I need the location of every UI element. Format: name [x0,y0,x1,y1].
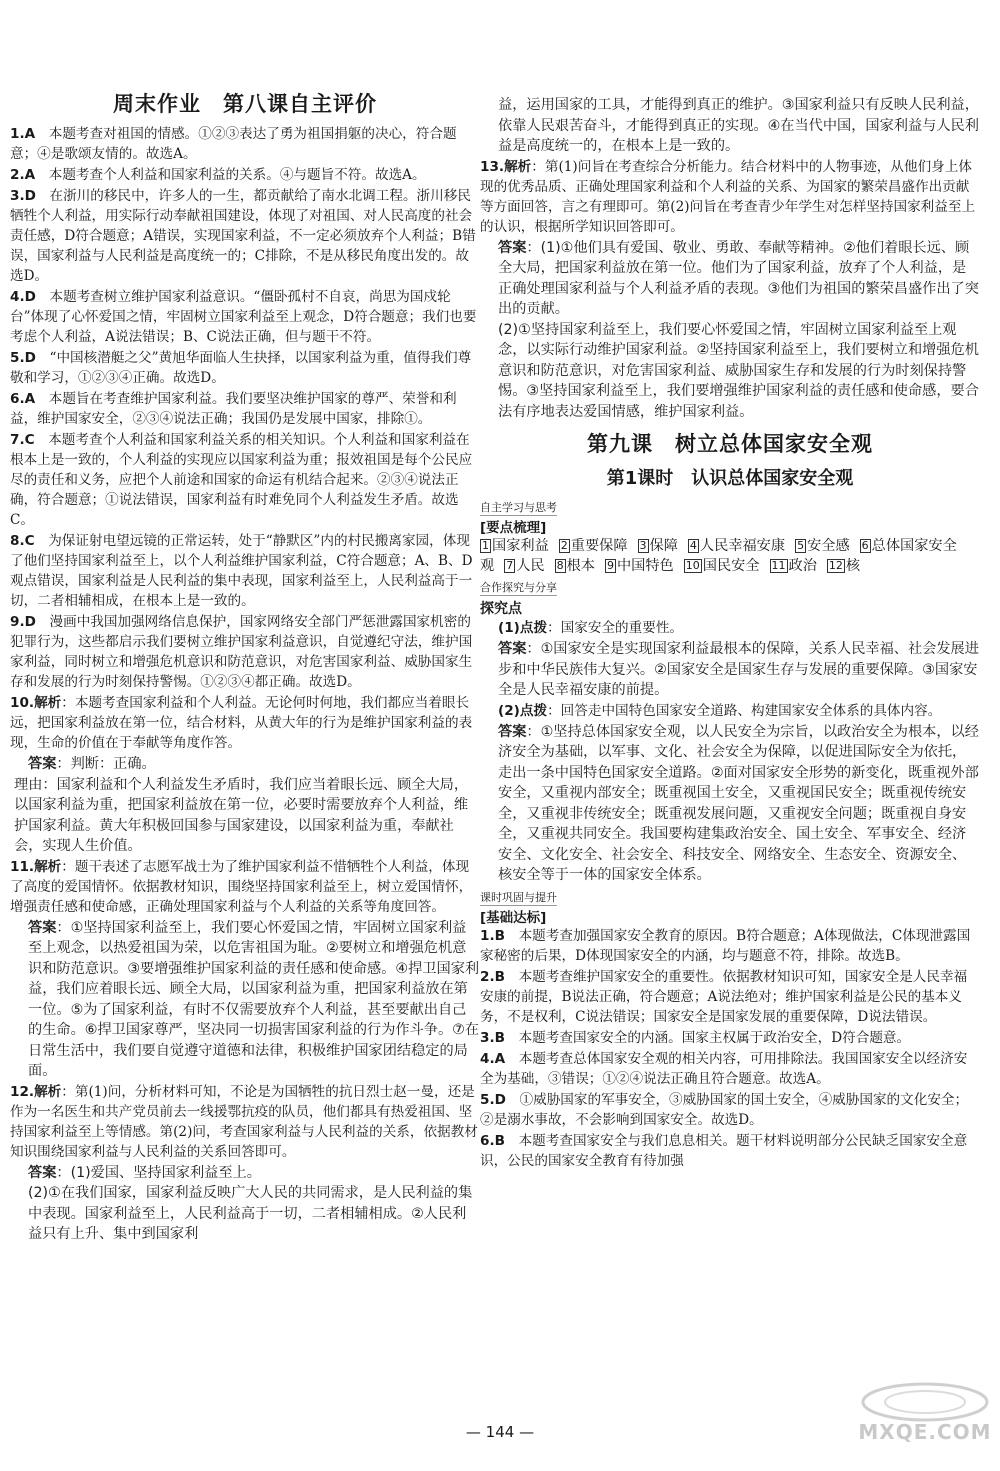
answer-item [10,186,480,286]
watermark-text: MXQE.COM [858,1420,992,1444]
analysis-text: ：第(1)问，分析材料可知，不论是为国牺牲的抗日烈士赵一曼，还是作为一名医生和共产党员前去一线援鄂抗疫的队员，他们都具有热爱祖国、坚持国家利益至上等情感。第(2)问，考查国家利益与人民利益的关系，依据教材知识围绕国家利益与人民利益的关系回答即可。 [10,1083,478,1160]
basic-heading: [基础达标] [480,909,547,926]
key-point-number: 7 [506,559,514,572]
key-point-number: 6 [861,539,869,552]
question-11 [10,857,480,917]
left-column [10,88,480,1245]
answer-item [480,967,980,1027]
answer-text: ：①坚持总体国家安全观，以人民安全为宗旨，以政治安全为根本，以经济安全为基础，以军事、文化、社会安全为保障，以促进国际安全为依托，走出一条中国特色国家安全道路。②面对国家安全形势的新变化，既重视外部安全，又重视内部安全；既重视国土安全，又重视国民安全；既重视传统安全，又重视非传统安全；既重视发展问题，又重视安全问题；既重视自身安全，又重视共同安全。我国要构建集政治安全、国土安全、军事安全、经济安全、文化安全、社会安全、科技安全、网络安全、生态安全、资源安全、核安全等于一体的国家安全体系。 [498,723,979,883]
answer-text: ：①坚持国家利益至上，我们要心怀爱国之情，牢固树立国家利益至上观念，以热爱祖国为荣，以危害祖国为耻。②要树立和增强危机意识和防范意识。③要增强维护国家利益的责任感和使命感。④捍卫国家利益，我们应着眼长远、顾全大局，以国家利益为重，把国家利益放在第一位。⑤为了国家利益，有时不仅需要放弃个人利益，甚至要献出自己的生命。⑥捍卫国家尊严，坚决同一切损害国家利益的行为作斗争。⑦在日常生活中，我们要自觉遵守道德和法律，积极维护国家团结稳定的局面。 [28,919,480,1079]
consolidate-heading: 课时巩固与提升 [480,890,557,904]
question-number: 13. [480,158,505,175]
item-number: 7.C [10,432,35,448]
hint-text: ：国家安全的重要性。 [547,620,684,636]
analysis-text: ：题干表述了志愿军战士为了维护国家利益不惜牺牲个人利益，体现了高度的爱国情怀。依据教材知识，围绕坚持国家利益至上，树立爱国情怀，增强责任感和使命感，正确处理国家利益与个人利益的关系等角度回答。 [10,858,473,915]
key-point [504,558,544,574]
answer-10 [10,754,480,775]
key-point [770,558,817,574]
key-point-text: 国民安全 [702,558,760,574]
key-point-number: 3 [639,539,647,552]
answer-item [10,124,480,164]
analysis-label: 解析 [34,1083,62,1100]
item-number: 2.A [10,167,36,183]
item-text: 本题考查维护国家安全的重要性。依据教材知识可知，国家安全是人民幸福安康的前提，B说法正确，符合题意；A说法绝对；维护国家利益是公民的基本义务，不是权利，C说法错误；国家安全是国家发展的重要保障，D说法错误。 [480,968,968,1025]
analysis-text: ：第(1)问旨在考查综合分析能力。结合材料中的人物事迹，从他们身上体现的优秀品质、正确处理国家利益和个人利益的关系、为国家的繁荣昌盛作出贡献等方面回答，言之有理即可。第(2)问旨在考查青少年学生对怎样坚持国家利益至上的认识，根据所学知识回答即可。 [480,158,976,235]
explore-heading: 探究点 [480,601,522,617]
answer-label: 答案 [28,919,57,936]
item-text: 本题考查个人利益和国家利益关系的相关知识。个人利益和国家利益在根本上是一致的，个人利益的实现应以国家利益为重；报效祖国是每个公民应尽的责任和义务，应把个人前途和国家的命运有机结合起来。②③④说法正确，符合题意；①说法错误，国家利益有时难免同个人利益发生矛盾。故选C。 [10,432,473,528]
explore-2-answer [480,722,980,886]
key-point [480,538,549,554]
right-answer-list [480,926,980,1171]
question-number: 12. [10,1083,35,1100]
item-number: 4.D [10,289,36,305]
right-column [480,95,980,1172]
item-text: 本题考查个人利益和国家利益的关系。④与题旨不符。故选A。 [35,167,426,183]
answer-12-part2: (2)①在我们国家，国家利益反映广大人民的共同需求，是人民利益的集中表现。国家利益至上，人民利益高于一切，二者相辅相成。②人民利益只有上升、集中到国家利 [28,1185,473,1242]
key-point-number: 2 [560,539,568,552]
watermark-logo [855,1380,995,1460]
key-point-number: 5 [797,539,805,552]
key-point [605,558,674,574]
question-12 [10,1082,480,1162]
key-point [559,538,628,554]
answer-item [10,531,480,611]
question-10 [10,693,480,753]
explore-1-hint [480,618,980,638]
analysis-label: 解析 [34,858,62,875]
analysis-text: ：本题考查国家利益和个人利益。无论何时何地，我们都应当着眼长远，把国家利益放在第一位，结合材料，从黄大年的行为是维护国家利益的表现，生命的价值在于奉献等角度作答。 [10,695,473,751]
answer-label: 答案 [28,756,57,772]
key-point-text: 人民 [516,558,545,574]
answer-item [10,430,480,530]
key-point [684,558,760,574]
item-number: 5.D [10,350,36,366]
key-points-list [480,536,980,576]
key-point-number: 1 [482,539,489,552]
key-point [638,538,678,554]
item-text: 本题考查总体国家安全观的相关内容，可用排除法。我国国家安全以经济安全为基础，③错误；①②④说法正确且符合题意。故选A。 [480,1050,968,1087]
item-number: 6.B [480,1132,505,1149]
key-point-number: 9 [606,559,614,572]
key-point-text: 根本 [566,558,595,574]
item-number: 3.B [480,1029,505,1046]
item-text: 本题考查加强国家安全教育的原因。B符合题意；A体现做法，C体现泄露国家秘密的后果，D体现国家安全的内涵，均与题意不符，排除。故选B。 [480,927,971,964]
key-point-text: 人民幸福安康 [699,538,786,554]
answer-text: ：判断：正确。 [56,756,156,772]
key-point-number: 8 [556,559,564,572]
answer-12 [10,1163,480,1184]
answer-text: ：①国家安全是实现国家利益最根本的保障，关系人民幸福、社会发展进步和中华民族伟大复兴。②国家安全是国家生存与发展的重要保障。③国家安全是人民幸福安康的前提。 [498,641,979,698]
answer-13 [480,238,980,320]
item-text: 本题考查国家安全的内涵。国家主权属于政治安全，D符合题意。 [504,1029,911,1046]
answer-item [480,1049,980,1089]
item-number: 5.D [480,1091,506,1108]
key-point-text: 核 [845,558,861,574]
analysis-label: 解析 [34,695,62,711]
question-number: 11. [10,858,35,875]
answer-item [480,1028,980,1048]
item-number: 6.A [10,391,36,407]
key-point-text: 保障 [649,538,678,554]
answer-text: ：(1)爱国、坚持国家利益至上。 [56,1164,261,1181]
key-point [688,538,785,554]
continued-answer: 益，运用国家的工具，才能得到真正的维护。③国家利益只有反映人民利益，依靠人民艰苦奋斗，才能得到真正的实现。④在当代中国，国家利益与人民利益是高度统一的，在根本上是一致的。 [498,97,979,154]
item-number: 3.D [10,188,36,204]
key-point-number: 11 [771,559,786,572]
key-point [555,558,595,574]
explore-1-answer [480,639,980,701]
item-number: 2.B [480,968,505,985]
question-number: 10. [10,695,35,711]
item-text: 本题旨在考查维护国家利益。我们要坚决维护国家的尊严、荣誉和利益，维护国家安全，②③④说法正确；我国仍是发展中国家，排除①。 [10,391,457,427]
item-number: 1.B [480,927,505,944]
hint-label: (2)点拨 [498,702,548,719]
hint-text: ：回答走中国特色国家安全道路、构建国家安全体系的具体内容。 [547,702,942,719]
self-study-heading: 自主学习与思考 [480,501,557,514]
item-text: 为保证射电望远镜的正常运转，处于“静默区”内的村民搬离家园，体现了他们坚持国家利益至上，以个人利益维护国家利益，C符合题意；A、B、D观点错误，国家利益是人民利益的集中表现，国家利益至上，人民利益高于一切，二者相辅相成，在根本上是一致的。 [10,533,473,609]
answer-item [10,389,480,429]
answer-item [10,348,480,388]
item-number: 9.D [10,614,36,630]
answer-item [480,1131,980,1171]
item-text: ①威胁国家的军事安全，③威胁国家的国土安全，④威胁国家的文化安全；②是溺水事故，不会影响到国家安全。故选D。 [480,1091,969,1128]
page-number: — 144 — [465,1423,535,1441]
key-point-text: 总体国家安全观 [480,538,957,574]
key-point-text: 安全感 [807,538,850,554]
item-number: 8.C [10,533,35,549]
item-text: 在浙川的移民中，许多人的一生，都贡献给了南水北调工程。浙川移民牺牲个人利益，用实际行动奉献祖国建设，体现了对祖国、对人民高度的社会责任感，D符合题意；A错误，实现国家利益，不一定必须放弃个人利益；B错误，国家利益与人民利益是高度统一的；C排除，不是从移民角度出发的。故选D。 [10,188,476,284]
key-point-text: 政治 [788,558,817,574]
key-point-number: 4 [689,539,697,552]
answer-item [10,165,480,185]
key-point [795,538,850,554]
question-13 [480,157,980,237]
left-answer-list [10,124,480,692]
answer-item [480,1090,980,1130]
answer-item [10,287,480,347]
answer-text: ：(1)①他们具有爱国、敬业、勇敢、奉献等精神。②他们着眼长远、顾全大局，把国家利益放在第一位。他们为了国家利益，放弃了个人利益，是正确处理国家利益与个人利益矛盾的表现。③他们为祖国的繁荣昌盛作出了突出的贡献。 [498,239,979,317]
key-point-number: 10 [685,559,700,572]
key-point-text: 中国特色 [616,558,674,574]
answer-label: 答案 [498,723,527,740]
item-text: 本题考查树立维护国家利益意识。“僵卧孤村不自哀，尚思为国戍轮台”体现了心怀爱国之情，牢固树立国家利益至上观念，D符合题意；我们也要考虑个人利益，A说法错误；B、C说法正确，但与题干不符。 [10,289,477,345]
item-text: 本题考查国家安全与我们息息相关。题干材料说明部分公民缺乏国家安全意识，公民的国家安全教育有待加强 [480,1132,968,1169]
answer-label: 答案 [28,1164,57,1181]
watermark-icon [855,1380,995,1424]
analysis-label: 解析 [504,158,532,175]
answer-label: 答案 [498,641,527,657]
key-point-text: 国家利益 [492,538,549,554]
key-point-text: 重要保障 [570,538,628,554]
item-text: “中国核潜艇之父”黄旭华面临人生抉择，以国家利益为重，值得我们尊敬和学习，①②③④正确。故选D。 [10,350,472,386]
answer-item [10,612,480,692]
item-text: 本题考查对祖国的情感。①②③表达了勇为祖国捐躯的决心，符合题意；④是歌颂友情的。故选A。 [10,126,457,162]
explore-2-hint [480,701,980,721]
section-title: 第1课时 认识总体国家安全观 [606,468,854,489]
answer-13-part2: (2)①坚持国家利益至上，我们要心怀爱国之情，牢固树立国家利益至上观念，以实际行动维护国家利益。②坚持国家利益至上，我们要树立和增强危机意识和防范意识，对危害国家利益、威胁国家生存和发展的行为时刻保持警惕。③坚持国家利益至上，我们要增强维护国家利益的责任感和使命感，要合法有序地表达爱国情感，维护国家利益。 [498,321,979,420]
item-text: 漫画中我国加强网络信息保护，国家网络安全部门严惩泄露国家机密的犯罪行为，这些都启示我们要树立维护国家利益意识，自觉遵纪守法，维护国家利益，同时树立和增强危机意识和防范意识，对危害国家利益、威胁国家生存和发展的行为时刻保持警惕。①②③④都正确。故选D。 [10,614,473,690]
item-number: 1.A [10,126,36,142]
lesson-title: 第九课 树立总体国家安全观 [587,432,873,456]
item-number: 4.A [480,1050,506,1067]
coop-heading: 合作探究与分享 [480,581,557,594]
answer-11 [10,918,480,1082]
key-points-heading: [要点梳理] [480,520,547,536]
hint-label: (1)点拨 [498,620,548,636]
answer-label: 答案 [498,239,527,256]
key-point [827,558,860,574]
reason-10: 理由：国家利益和个人利益发生矛盾时，我们应当着眼长远、顾全大局，以国家利益为重，把国家利益放在第一位，必要时需要放弃个人利益，维护国家利益。黄大年积极回国参与国家建设，以国家利益为重，奉献社会，实现人生价值。 [14,776,469,854]
page-title: 周末作业 第八课自主评价 [113,92,377,116]
answer-item [480,926,980,966]
key-point-number: 12 [828,559,843,572]
